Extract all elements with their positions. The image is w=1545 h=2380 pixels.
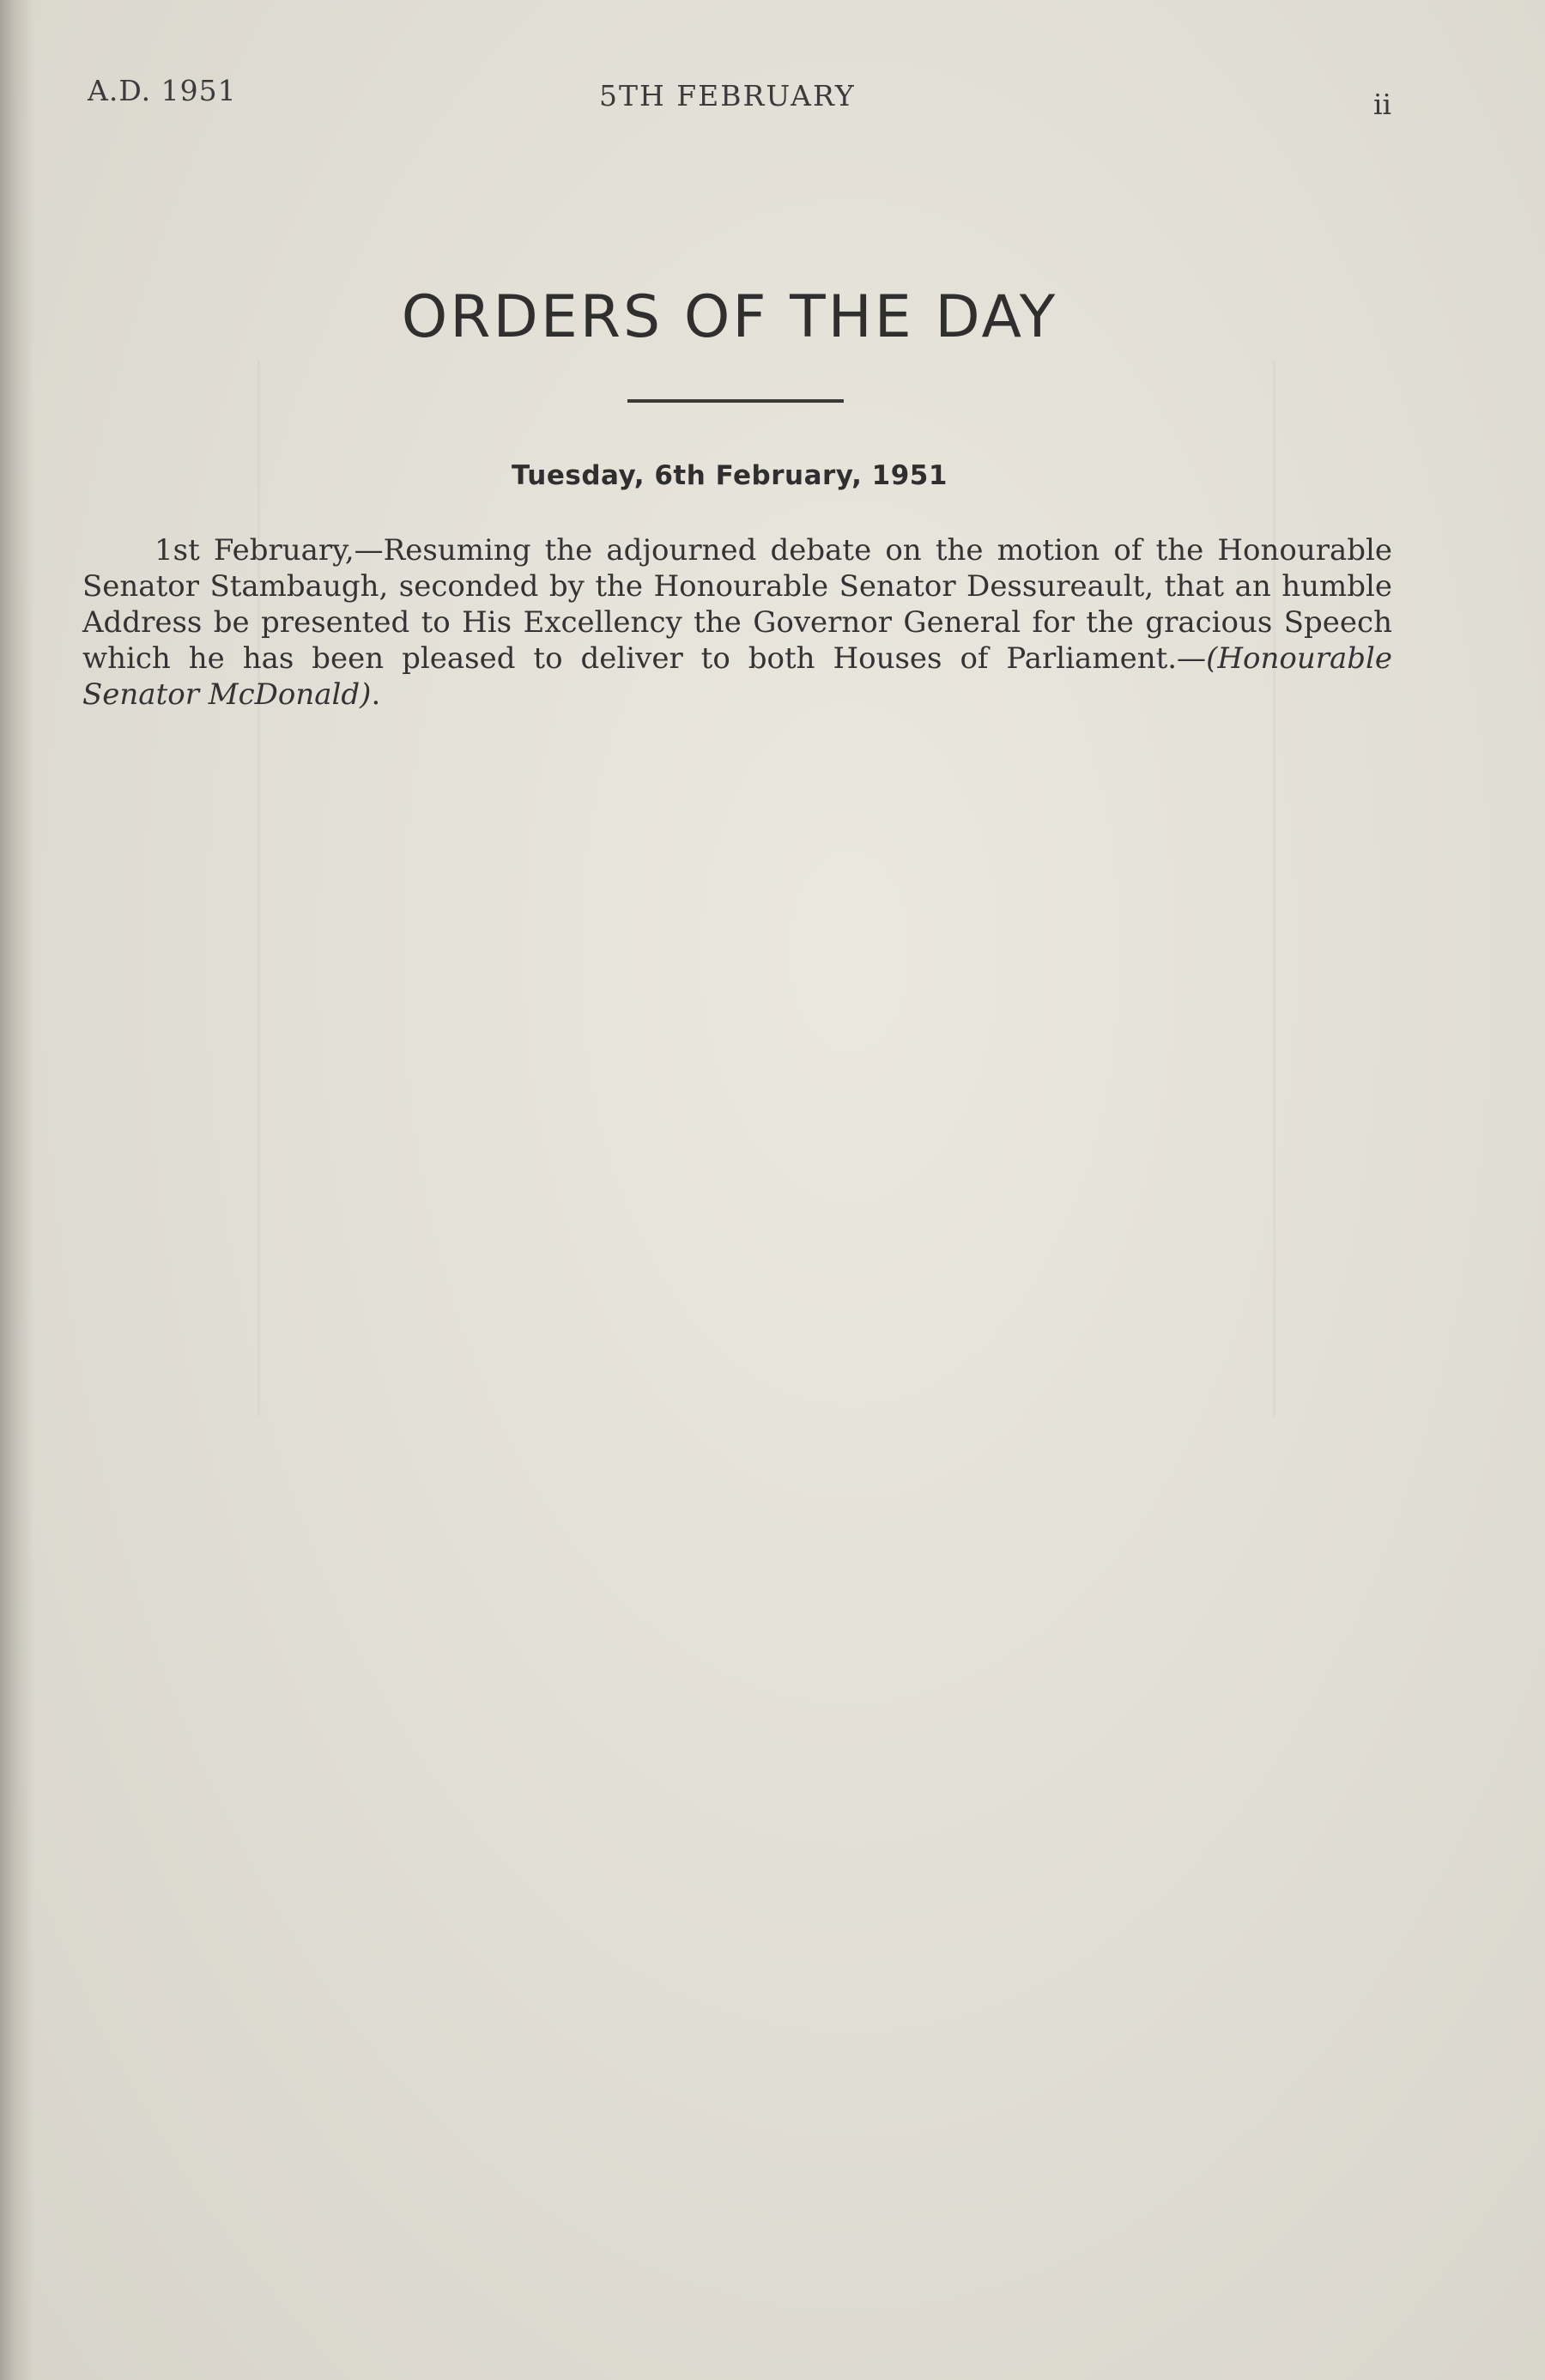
date-heading: Tuesday, 6th February, 1951 (512, 460, 948, 491)
order-end: . (371, 677, 381, 712)
header-year: A.D. 1951 (88, 74, 237, 107)
bleed-through-shadow (258, 361, 1275, 1417)
page-title: ORDERS OF THE DAY (401, 283, 1058, 351)
page-number: ii (1373, 88, 1392, 121)
order-text: 1st February,—Resuming the adjourned debate on the motion of the Honourable Senator Stambaugh, seconded by the Honourable Senator Dessureault, that an humble Address be presented to His Excellency the Governor General for the gracious Speech which he has been pleased to deliver to both Houses of Parliament.— (82, 533, 1392, 676)
order-paragraph (82, 532, 1392, 713)
header-date: 5TH FEBRUARY (599, 79, 856, 112)
title-rule (627, 399, 844, 403)
running-header (0, 74, 1545, 125)
order-attribution: (Honourable Senator McDonald) (82, 641, 1392, 712)
binding-edge (0, 0, 34, 2380)
